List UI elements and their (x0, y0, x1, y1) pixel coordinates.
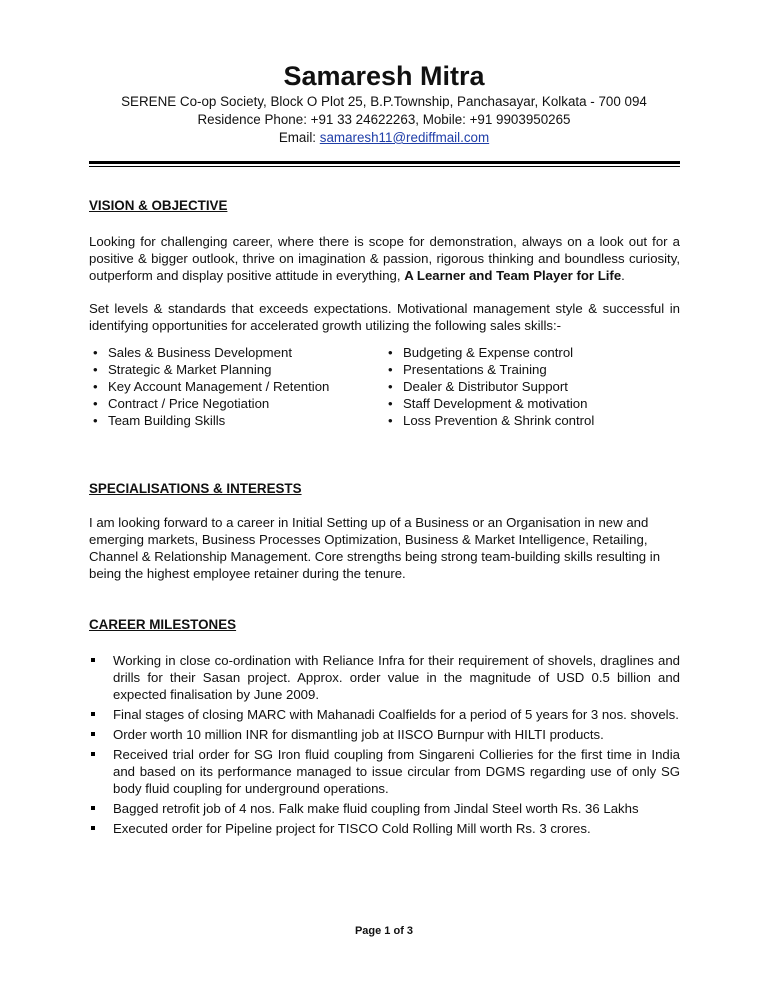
milestone-item: Received trial order for SG Iron fluid coupling from Singareni Collieries for the first time in India and based on its performance managed to issue circular from DGMS regarding use of only SG body fluid coupling for underground operations. (89, 746, 680, 797)
milestone-item: Final stages of closing MARC with Mahanadi Coalfields for a period of 5 years for 3 nos. shovels. (89, 706, 680, 723)
skill-item: • Dealer & Distributor Support (384, 378, 674, 395)
email-link[interactable]: samaresh11@rediffmail.com (319, 130, 490, 145)
milestones-list (89, 652, 680, 837)
milestone-item: Executed order for Pipeline project for TISCO Cold Rolling Mill worth Rs. 3 crores. (89, 820, 680, 837)
specialisations-paragraph: I am looking forward to a career in Initial Setting up of a Business or an Organisation in new and emerging markets, Business Processes Optimization, Business & Market Intelligence, Retailing, Channel & Relationship Management. Core strengths being strong team-building skills resulting in being the highest employee retainer during the tenure. (89, 515, 661, 581)
skill-item: • Loss Prevention & Shrink control (384, 412, 674, 429)
vision-tagline: A Learner and Team Player for Life (404, 268, 622, 283)
skill-item: • Contract / Price Negotiation (89, 395, 384, 412)
milestone-item: Working in close co-ordination with Reliance Infra for their requirement of shovels, draglines and drills for their Sasan project. Approx. order value in the magnitude of USD 0.5 billion and expected finalisation by June 2009. (89, 652, 680, 703)
standards-paragraph: Set levels & standards that exceeds expectations. Motivational management style & successful in identifying opportunities for accelerated growth utilizing the following sales skills:- (89, 301, 680, 333)
milestones-heading: CAREER MILESTONES (89, 617, 237, 632)
candidate-name: Samaresh Mitra (283, 61, 485, 91)
email-label: Email: (278, 130, 320, 145)
skill-item: • Team Building Skills (89, 412, 384, 429)
skill-item: • Staff Development & motivation (384, 395, 674, 412)
sales-skills-list (89, 344, 680, 429)
header-divider-thick (89, 161, 680, 164)
milestone-item: Order worth 10 million INR for dismantling job at IISCO Burnpur with HILTI products. (89, 726, 680, 743)
vision-period: . (621, 268, 625, 283)
skill-item: • Presentations & Training (384, 361, 674, 378)
skill-item: • Strategic & Market Planning (89, 361, 384, 378)
postal-address: SERENE Co-op Society, Block O Plot 25, B.P.Township, Panchasayar, Kolkata - 700 094 (121, 94, 647, 109)
milestone-item: Bagged retrofit job of 4 nos. Falk make fluid coupling from Jindal Steel worth Rs. 36 Lakhs (89, 800, 680, 817)
phone-numbers: Residence Phone: +91 33 24622263, Mobile: +91 9903950265 (197, 112, 571, 127)
resume-body (89, 197, 680, 840)
vision-text: Looking for challenging career, where there is scope for demonstration, always on a look out for a positive & bigger outlook, thrive on imagination & passion, rigorous thinking and boundless curiosity, outperform and display positive attitude in everything, (89, 234, 680, 283)
resume-header (0, 60, 768, 147)
vision-heading: VISION & OBJECTIVE (89, 198, 228, 213)
email-line (0, 129, 768, 147)
skill-item: • Key Account Management / Retention (89, 378, 384, 395)
skills-column-right (384, 344, 674, 429)
specialisations-heading: SPECIALISATIONS & INTERESTS (89, 481, 302, 496)
skills-column-left (89, 344, 384, 429)
skill-item: • Sales & Business Development (89, 344, 384, 361)
page-number: Page 1 of 3 (354, 925, 414, 937)
skill-item: • Budgeting & Expense control (384, 344, 674, 361)
header-divider-thin (89, 166, 680, 167)
vision-paragraph (89, 233, 680, 284)
